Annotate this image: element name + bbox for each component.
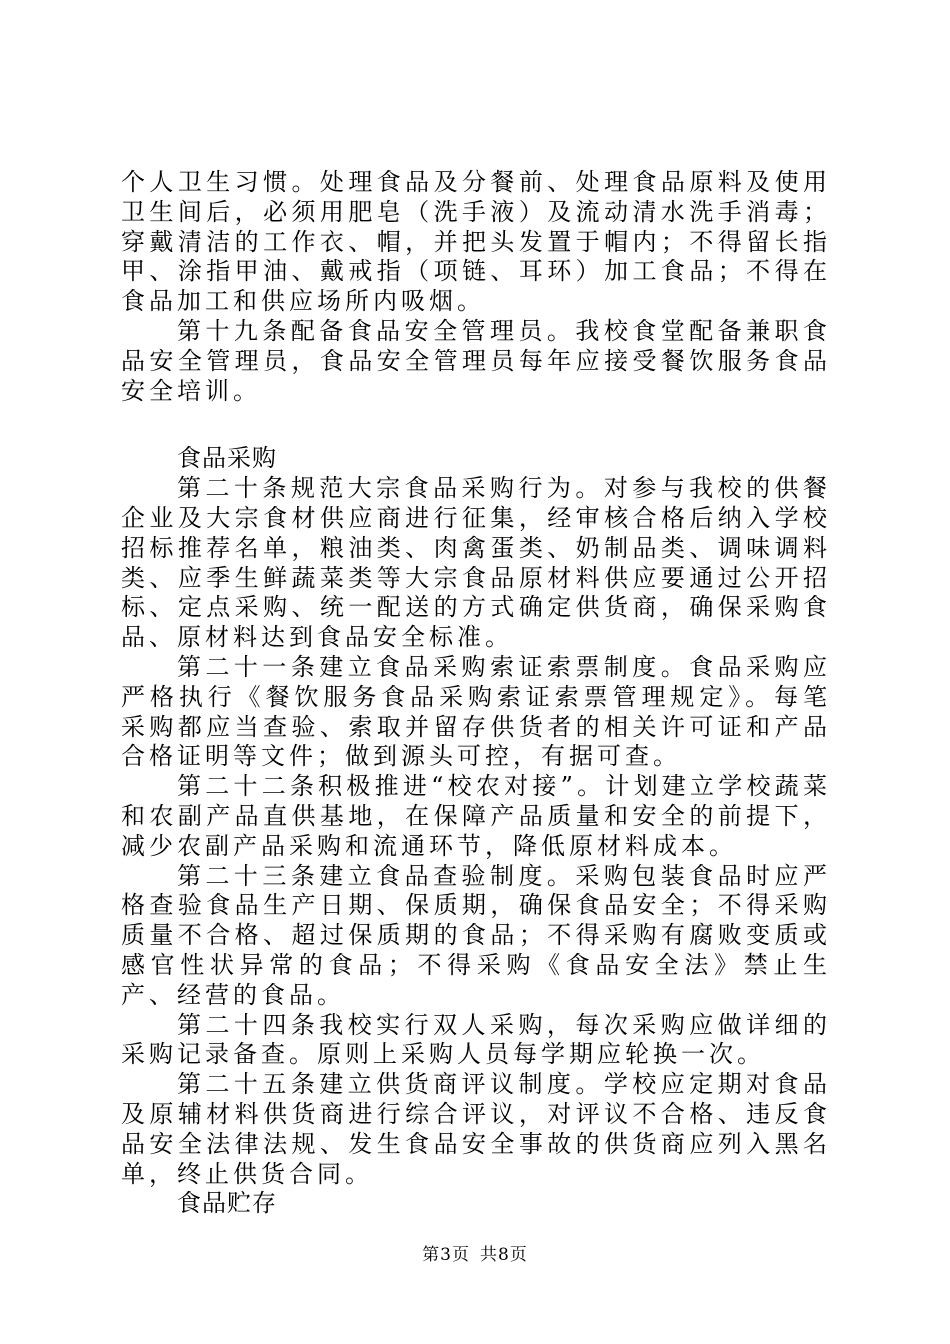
paragraph-article-21: 第二十一条建立食品采购索证索票制度。食品采购应严格执行《餐饮服务食品采购索证索票管理规定》。每笔采购都应当查验、索取并留存供货者的相关许可证和产品合格证明等文件；做到源头可控，有据可查。 — [121, 652, 831, 771]
paragraph-article-23: 第二十三条建立食品查验制度。采购包装食品时应严格查验食品生产日期、保质期，确保食品安全；不得采购质量不合格、超过保质期的食品；不得采购有腐败变质或感官性状异常的食品；不得采购《食品安全法》禁止生产、经营的食品。 — [121, 861, 831, 1009]
paragraph-article-20: 第二十条规范大宗食品采购行为。对参与我校的供餐企业及大宗食材供应商进行征集，经审核合格后纳入学校招标推荐名单，粮油类、肉禽蛋类、奶制品类、调味调料类、应季生鲜蔬菜类等大宗食品原材料供应要通过公开招标、定点采购、统一配送的方式确定供货商，确保采购食品、原材料达到食品安全标准。 — [121, 474, 831, 652]
document-body — [121, 168, 831, 1219]
paragraph-hygiene-continued: 个人卫生习惯。处理食品及分餐前、处理食品原料及使用卫生间后，必须用肥皂（洗手液）及流动清水洗手消毒；穿戴清洁的工作衣、帽，并把头发置于帽内；不得留长指甲、涂指甲油、戴戒指（项链、耳环）加工食品；不得在食品加工和供应场所内吸烟。 — [121, 168, 831, 316]
section-spacer — [121, 406, 831, 444]
page-footer — [0, 1240, 950, 1265]
paragraph-article-24: 第二十四条我校实行双人采购，每次采购应做详细的采购记录备查。原则上采购人员每学期应轮换一次。 — [121, 1010, 831, 1069]
paragraph-article-22: 第二十二条积极推进“校农对接”。计划建立学校蔬菜和农副产品直供基地，在保障产品质量和安全的前提下，减少农副产品采购和流通环节，降低原材料成本。 — [121, 772, 831, 860]
section-heading-storage: 食品贮存 — [177, 1189, 277, 1218]
paragraph-article-19: 第十九条配备食品安全管理员。我校食堂配备兼职食品安全管理员，食品安全管理员每年应接受餐饮服务食品安全培训。 — [121, 316, 831, 405]
page-total: 共8页 — [480, 1245, 528, 1265]
paragraph-article-25: 第二十五条建立供货商评议制度。学校应定期对食品及原辅材料供货商进行综合评议，对评议不合格、违反食品安全法律法规、发生食品安全事故的供货商应列入黑名单，终止供货合同。 — [121, 1070, 831, 1188]
section-heading-procurement: 食品采购 — [177, 444, 277, 473]
page-number: 第3页 — [422, 1245, 470, 1265]
